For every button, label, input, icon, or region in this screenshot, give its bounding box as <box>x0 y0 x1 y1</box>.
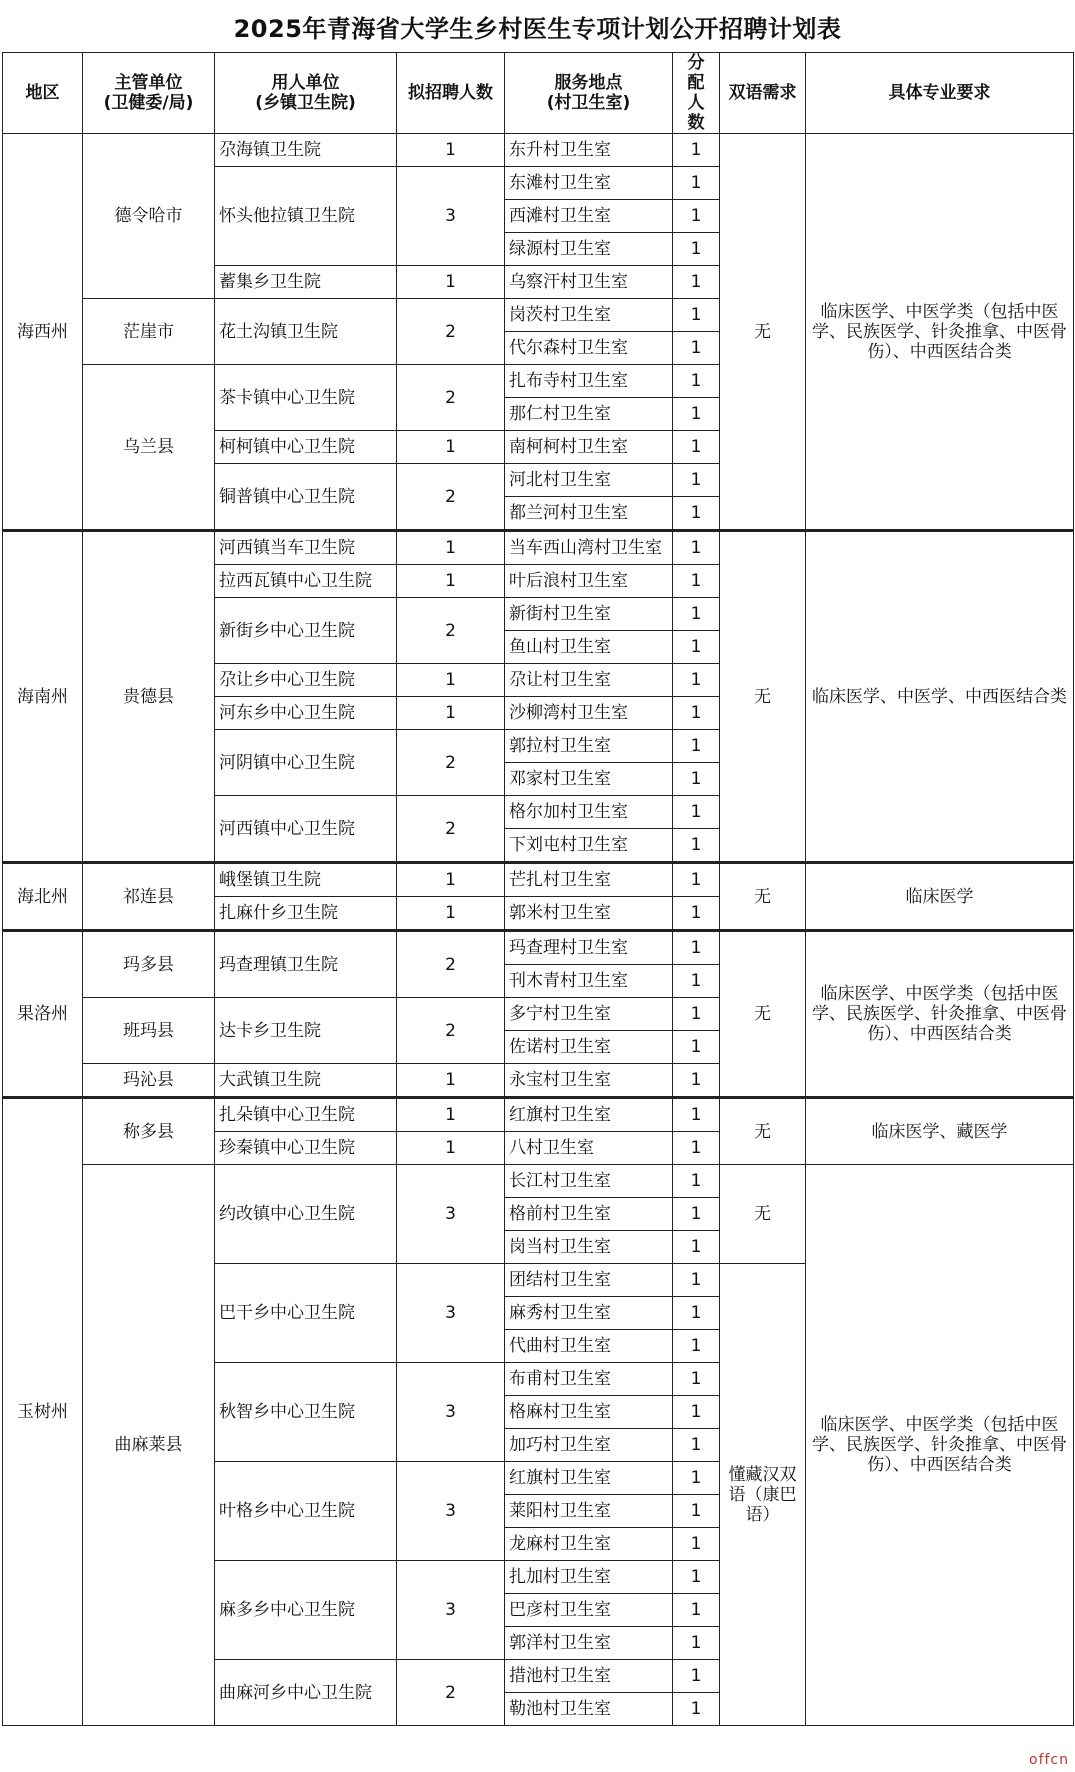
employer-cell: 玛查理镇卫生院 <box>215 931 397 998</box>
service-cell: 佐诺村卫生室 <box>505 1031 673 1064</box>
planned-cell: 1 <box>397 897 505 931</box>
major-cell: 临床医学、中医学类（包括中医学、民族医学、针灸推拿、中医骨伤）、中西医结合类 <box>806 134 1074 531</box>
planned-cell: 2 <box>397 796 505 863</box>
alloc-cell: 1 <box>673 1064 720 1098</box>
planned-cell: 1 <box>397 697 505 730</box>
planned-cell: 1 <box>397 565 505 598</box>
bilingual-cell: 无 <box>720 863 806 931</box>
alloc-cell: 1 <box>673 1693 720 1726</box>
employer-cell: 河西镇当车卫生院 <box>215 531 397 565</box>
service-cell: 东滩村卫生室 <box>505 167 673 200</box>
alloc-cell: 1 <box>673 332 720 365</box>
service-cell: 邓家村卫生室 <box>505 763 673 796</box>
employer-cell: 达卡乡卫生院 <box>215 998 397 1064</box>
alloc-cell: 1 <box>673 1594 720 1627</box>
service-cell: 莱阳村卫生室 <box>505 1495 673 1528</box>
alloc-cell: 1 <box>673 1396 720 1429</box>
alloc-cell: 1 <box>673 1198 720 1231</box>
service-cell: 当车西山湾村卫生室 <box>505 531 673 565</box>
employer-cell: 蓄集乡卫生院 <box>215 266 397 299</box>
employer-cell: 麻多乡中心卫生院 <box>215 1561 397 1660</box>
service-cell: 代尔森村卫生室 <box>505 332 673 365</box>
service-cell: 郭米村卫生室 <box>505 897 673 931</box>
region-cell: 海北州 <box>3 863 83 931</box>
employer-cell: 扎朵镇中心卫生院 <box>215 1098 397 1132</box>
employer-cell: 大武镇卫生院 <box>215 1064 397 1098</box>
header-row <box>3 53 1074 134</box>
alloc-cell: 1 <box>673 664 720 697</box>
table-row <box>3 134 1074 167</box>
employer-cell: 峨堡镇卫生院 <box>215 863 397 897</box>
bilingual-cell: 无 <box>720 1165 806 1264</box>
alloc-cell: 1 <box>673 863 720 897</box>
service-cell: 都兰河村卫生室 <box>505 497 673 531</box>
region-cell: 果洛州 <box>3 931 83 1098</box>
service-cell: 格麻村卫生室 <box>505 1396 673 1429</box>
alloc-cell: 1 <box>673 1031 720 1064</box>
authority-cell: 德令哈市 <box>83 134 215 299</box>
table-row <box>3 1165 1074 1198</box>
alloc-cell: 1 <box>673 464 720 497</box>
authority-cell: 乌兰县 <box>83 365 215 531</box>
planned-cell: 3 <box>397 1264 505 1363</box>
service-cell: 芒扎村卫生室 <box>505 863 673 897</box>
alloc-cell: 1 <box>673 1231 720 1264</box>
service-cell: 西滩村卫生室 <box>505 200 673 233</box>
page-title: 2025年青海省大学生乡村医生专项计划公开招聘计划表 <box>233 14 842 43</box>
alloc-cell: 1 <box>673 931 720 965</box>
alloc-cell: 1 <box>673 1132 720 1165</box>
service-cell: 刊木青村卫生室 <box>505 965 673 998</box>
alloc-cell: 1 <box>673 365 720 398</box>
planned-cell: 1 <box>397 1098 505 1132</box>
alloc-cell: 1 <box>673 1363 720 1396</box>
planned-cell: 2 <box>397 1660 505 1726</box>
authority-cell: 茫崖市 <box>83 299 215 365</box>
table-row <box>3 531 1074 565</box>
planned-cell: 1 <box>397 531 505 565</box>
service-cell: 扎加村卫生室 <box>505 1561 673 1594</box>
alloc-cell: 1 <box>673 167 720 200</box>
planned-cell: 3 <box>397 1561 505 1660</box>
bilingual-cell: 懂藏汉双语（康巴语） <box>720 1264 806 1726</box>
service-cell: 格前村卫生室 <box>505 1198 673 1231</box>
service-cell: 措池村卫生室 <box>505 1660 673 1693</box>
employer-cell: 河东乡中心卫生院 <box>215 697 397 730</box>
service-cell: 布甫村卫生室 <box>505 1363 673 1396</box>
employer-cell: 茶卡镇中心卫生院 <box>215 365 397 431</box>
bilingual-cell: 无 <box>720 931 806 1098</box>
planned-cell: 2 <box>397 931 505 998</box>
region-cell: 海西州 <box>3 134 83 531</box>
alloc-cell: 1 <box>673 200 720 233</box>
alloc-cell: 1 <box>673 1627 720 1660</box>
employer-cell: 尕海镇卫生院 <box>215 134 397 167</box>
alloc-cell: 1 <box>673 1264 720 1297</box>
employer-cell: 河阴镇中心卫生院 <box>215 730 397 796</box>
region-cell: 海南州 <box>3 531 83 863</box>
alloc-cell: 1 <box>673 1660 720 1693</box>
alloc-cell: 1 <box>673 1462 720 1495</box>
service-cell: 永宝村卫生室 <box>505 1064 673 1098</box>
service-cell: 加巧村卫生室 <box>505 1429 673 1462</box>
service-cell: 下刘屯村卫生室 <box>505 829 673 863</box>
authority-cell: 贵德县 <box>83 531 215 863</box>
major-cell: 临床医学、中医学、中西医结合类 <box>806 531 1074 863</box>
service-cell: 红旗村卫生室 <box>505 1462 673 1495</box>
planned-cell: 2 <box>397 299 505 365</box>
employer-cell: 柯柯镇中心卫生院 <box>215 431 397 464</box>
service-cell: 团结村卫生室 <box>505 1264 673 1297</box>
planned-cell: 3 <box>397 167 505 266</box>
employer-cell: 巴干乡中心卫生院 <box>215 1264 397 1363</box>
header-employer: 用人单位 (乡镇卫生院) <box>215 53 397 134</box>
service-cell: 八村卫生室 <box>505 1132 673 1165</box>
major-cell: 临床医学、藏医学 <box>806 1098 1074 1165</box>
alloc-cell: 1 <box>673 631 720 664</box>
employer-cell: 花土沟镇卫生院 <box>215 299 397 365</box>
alloc-cell: 1 <box>673 266 720 299</box>
table-row <box>3 863 1074 897</box>
service-cell: 龙麻村卫生室 <box>505 1528 673 1561</box>
service-cell: 那仁村卫生室 <box>505 398 673 431</box>
employer-cell: 河西镇中心卫生院 <box>215 796 397 863</box>
alloc-cell: 1 <box>673 134 720 167</box>
authority-cell: 称多县 <box>83 1098 215 1165</box>
header-planned: 拟招聘人数 <box>397 53 505 134</box>
service-cell: 多宁村卫生室 <box>505 998 673 1031</box>
alloc-cell: 1 <box>673 897 720 931</box>
alloc-cell: 1 <box>673 531 720 565</box>
service-cell: 叶后浪村卫生室 <box>505 565 673 598</box>
planned-cell: 1 <box>397 1064 505 1098</box>
alloc-cell: 1 <box>673 1561 720 1594</box>
bilingual-cell: 无 <box>720 134 806 531</box>
service-cell: 沙柳湾村卫生室 <box>505 697 673 730</box>
planned-cell: 2 <box>397 365 505 431</box>
planned-cell: 3 <box>397 1165 505 1264</box>
alloc-cell: 1 <box>673 1528 720 1561</box>
header-authority: 主管单位 (卫健委/局) <box>83 53 215 134</box>
service-cell: 麻秀村卫生室 <box>505 1297 673 1330</box>
alloc-cell: 1 <box>673 431 720 464</box>
major-cell: 临床医学、中医学类（包括中医学、民族医学、针灸推拿、中医骨伤）、中西医结合类 <box>806 931 1074 1098</box>
alloc-cell: 1 <box>673 398 720 431</box>
service-cell: 扎布寺村卫生室 <box>505 365 673 398</box>
planned-cell: 1 <box>397 863 505 897</box>
alloc-cell: 1 <box>673 829 720 863</box>
service-cell: 长江村卫生室 <box>505 1165 673 1198</box>
service-cell: 巴彦村卫生室 <box>505 1594 673 1627</box>
header-allocated: 分 配 人 数 <box>673 53 720 134</box>
service-cell: 代曲村卫生室 <box>505 1330 673 1363</box>
alloc-cell: 1 <box>673 796 720 829</box>
alloc-cell: 1 <box>673 598 720 631</box>
planned-cell: 1 <box>397 664 505 697</box>
employer-cell: 珍秦镇中心卫生院 <box>215 1132 397 1165</box>
alloc-cell: 1 <box>673 565 720 598</box>
service-cell: 新街村卫生室 <box>505 598 673 631</box>
planned-cell: 3 <box>397 1462 505 1561</box>
header-major: 具体专业要求 <box>806 53 1074 134</box>
alloc-cell: 1 <box>673 497 720 531</box>
service-cell: 东升村卫生室 <box>505 134 673 167</box>
bilingual-cell: 无 <box>720 1098 806 1165</box>
header-bilingual: 双语需求 <box>720 53 806 134</box>
employer-cell: 秋智乡中心卫生院 <box>215 1363 397 1462</box>
service-cell: 红旗村卫生室 <box>505 1098 673 1132</box>
offcn-watermark: offcn <box>1029 1752 1069 1768</box>
major-cell: 临床医学、中医学类（包括中医学、民族医学、针灸推拿、中医骨伤）、中西医结合类 <box>806 1165 1074 1726</box>
planned-cell: 2 <box>397 464 505 531</box>
alloc-cell: 1 <box>673 697 720 730</box>
service-cell: 玛查理村卫生室 <box>505 931 673 965</box>
service-cell: 勒池村卫生室 <box>505 1693 673 1726</box>
bilingual-cell: 无 <box>720 531 806 863</box>
authority-cell: 班玛县 <box>83 998 215 1064</box>
planned-cell: 1 <box>397 1132 505 1165</box>
table-row <box>3 1098 1074 1132</box>
header-region: 地区 <box>3 53 83 134</box>
service-cell: 鱼山村卫生室 <box>505 631 673 664</box>
recruitment-table <box>2 52 1074 1726</box>
header-service: 服务地点 (村卫生室) <box>505 53 673 134</box>
alloc-cell: 1 <box>673 763 720 796</box>
authority-cell: 玛多县 <box>83 931 215 998</box>
service-cell: 河北村卫生室 <box>505 464 673 497</box>
planned-cell: 1 <box>397 266 505 299</box>
alloc-cell: 1 <box>673 1330 720 1363</box>
authority-cell: 曲麻莱县 <box>83 1165 215 1726</box>
alloc-cell: 1 <box>673 965 720 998</box>
region-cell: 玉树州 <box>3 1098 83 1726</box>
authority-cell: 祁连县 <box>83 863 215 931</box>
employer-cell: 新街乡中心卫生院 <box>215 598 397 664</box>
service-cell: 岗茨村卫生室 <box>505 299 673 332</box>
alloc-cell: 1 <box>673 1429 720 1462</box>
service-cell: 尕让村卫生室 <box>505 664 673 697</box>
authority-cell: 玛沁县 <box>83 1064 215 1098</box>
employer-cell: 拉西瓦镇中心卫生院 <box>215 565 397 598</box>
planned-cell: 2 <box>397 998 505 1064</box>
employer-cell: 曲麻河乡中心卫生院 <box>215 1660 397 1726</box>
alloc-cell: 1 <box>673 1098 720 1132</box>
service-cell: 岗当村卫生室 <box>505 1231 673 1264</box>
alloc-cell: 1 <box>673 299 720 332</box>
alloc-cell: 1 <box>673 1495 720 1528</box>
employer-cell: 扎麻什乡卫生院 <box>215 897 397 931</box>
table-row <box>3 931 1074 965</box>
planned-cell: 2 <box>397 730 505 796</box>
service-cell: 郭洋村卫生室 <box>505 1627 673 1660</box>
alloc-cell: 1 <box>673 233 720 266</box>
alloc-cell: 1 <box>673 1297 720 1330</box>
planned-cell: 2 <box>397 598 505 664</box>
service-cell: 绿源村卫生室 <box>505 233 673 266</box>
employer-cell: 尕让乡中心卫生院 <box>215 664 397 697</box>
alloc-cell: 1 <box>673 998 720 1031</box>
major-cell: 临床医学 <box>806 863 1074 931</box>
employer-cell: 叶格乡中心卫生院 <box>215 1462 397 1561</box>
alloc-cell: 1 <box>673 730 720 763</box>
service-cell: 格尔加村卫生室 <box>505 796 673 829</box>
service-cell: 乌察汗村卫生室 <box>505 266 673 299</box>
service-cell: 郭拉村卫生室 <box>505 730 673 763</box>
employer-cell: 怀头他拉镇卫生院 <box>215 167 397 266</box>
planned-cell: 3 <box>397 1363 505 1462</box>
planned-cell: 1 <box>397 134 505 167</box>
service-cell: 南柯柯村卫生室 <box>505 431 673 464</box>
alloc-cell: 1 <box>673 1165 720 1198</box>
employer-cell: 铜普镇中心卫生院 <box>215 464 397 531</box>
planned-cell: 1 <box>397 431 505 464</box>
employer-cell: 约改镇中心卫生院 <box>215 1165 397 1264</box>
